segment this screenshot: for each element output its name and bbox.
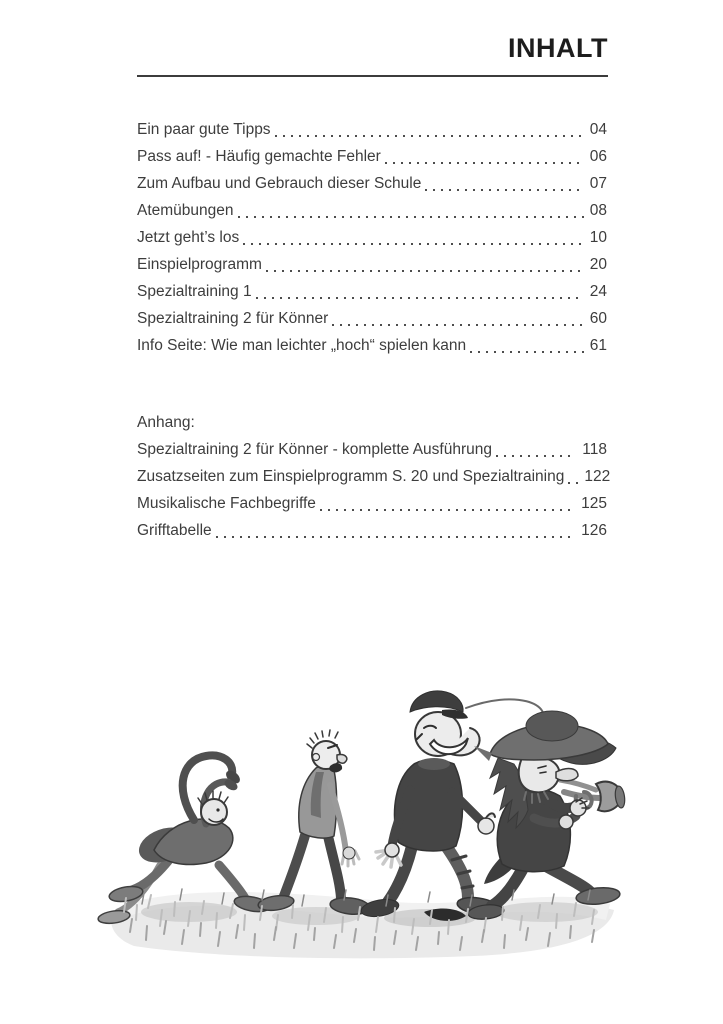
toc-entry-page: 20	[589, 256, 607, 273]
toc-entry-label: Pass auf! - Häufig gemachte Fehler	[137, 148, 381, 165]
toc-entry-label: Einspielprogramm	[137, 256, 262, 273]
dot-leader	[332, 324, 583, 326]
toc-appendix-list	[137, 436, 611, 544]
toc-entry-label: Spezialtraining 2 für Könner - komplette Ausführung	[137, 441, 492, 458]
dot-leader	[275, 135, 584, 137]
appendix-heading: Anhang:	[137, 414, 195, 431]
dot-leader	[568, 482, 578, 484]
toc-entry	[137, 278, 607, 305]
toc-entry-label: Spezialtraining 1	[137, 283, 252, 300]
dot-leader	[320, 509, 575, 511]
toc-entry	[137, 332, 607, 359]
toc-entry-page: 118	[582, 441, 607, 458]
dot-leader	[243, 243, 584, 245]
page-header	[137, 33, 608, 77]
toc-entry	[137, 116, 607, 143]
dot-leader	[256, 297, 584, 299]
toc-entry-label: Info Seite: Wie man leichter „hoch“ spielen kann	[137, 337, 467, 354]
toc-entry-page: 61	[589, 337, 607, 354]
toc-entry	[137, 517, 607, 544]
toc-entry-label: Musikalische Fachbegriffe	[137, 495, 316, 512]
toc-entry-page: 08	[589, 202, 607, 219]
toc-entry-page: 60	[589, 310, 607, 327]
musicians-cartoon-illustration	[94, 660, 630, 966]
toc-appendix-section	[137, 409, 611, 544]
toc-entry-label: Zum Aufbau und Gebrauch dieser Schule	[137, 175, 422, 192]
toc-entry	[137, 143, 607, 170]
dot-leader	[266, 270, 584, 272]
toc-entry	[137, 305, 607, 332]
dot-leader	[470, 351, 584, 353]
toc-entry-label: Zusatzseiten zum Einspielprogramm S. 20 und Spezialtraining	[137, 468, 565, 485]
dot-leader	[496, 455, 576, 457]
toc-entry-label: Atemübungen	[137, 202, 234, 219]
toc-entry-page: 07	[589, 175, 607, 192]
toc-entry	[137, 224, 607, 251]
toc-entry-page: 04	[589, 121, 607, 138]
toc-entry-label: Jetzt geht’s los	[137, 229, 240, 246]
toc-entry-page: 24	[589, 283, 607, 300]
dot-leader	[216, 536, 575, 538]
toc-entry-page: 122	[584, 468, 611, 485]
toc-entry-page: 06	[589, 148, 607, 165]
dot-leader	[385, 162, 584, 164]
toc-main-list	[137, 116, 607, 359]
toc-entry-page: 126	[581, 522, 607, 539]
toc-entry	[137, 197, 607, 224]
dot-leader	[238, 216, 584, 218]
toc-entry-label: Spezialtraining 2 für Könner	[137, 310, 329, 327]
dot-leader	[425, 189, 583, 191]
toc-entry	[137, 170, 607, 197]
toc-entry-page: 10	[589, 229, 607, 246]
toc-entry-label: Ein paar gute Tipps	[137, 121, 271, 138]
toc-entry	[137, 490, 607, 517]
toc-entry	[137, 463, 611, 490]
header-rule	[137, 75, 608, 77]
toc-entry	[137, 251, 607, 278]
page-title: INHALT	[508, 33, 608, 63]
toc-entry	[137, 436, 607, 463]
toc-entry-label: Grifftabelle	[137, 522, 212, 539]
toc-entry-page: 125	[581, 495, 607, 512]
